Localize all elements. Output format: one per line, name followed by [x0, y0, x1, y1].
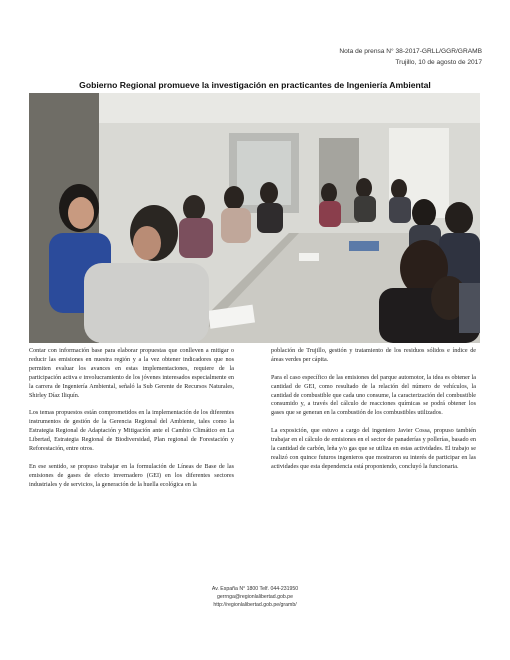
footer-address: Av. España N° 1800 Telf. 044-231950 [211, 586, 299, 592]
place-date: Trujillo, 10 de agosto de 2017 [395, 59, 482, 66]
paragraph: población de Trujillo, gestión y tratamiento de los residuos sólidos e índice de áreas verdes per cápita. [271, 348, 476, 363]
press-note-number: Nota de prensa N° 38-2017-GRLL/GGR/GRAMB [339, 48, 482, 55]
footer-web[interactable]: http://regionlalibertad.gob.pe/gramb/ [213, 602, 297, 608]
paragraph: Para el caso específico de las emisiones del parque automotor, la idea es obtener la cantidad de GEI, como resultado de la relación del número de vehículos, la cantidad de combustible que cada uno consume, la caracterización del combustible consumido y, a través del cálculo de reacciones químicas se podrá obtener los gases que se generan en la combustión de los combustibles utilizados. [271, 374, 476, 417]
paragraph: La exposición, que estuvo a cargo del ingeniero Javier Cossa, propuso también trabajar en el cálculo de emisiones en el sector de panaderías y pollerías, basado en la cantidad de carbón, leña y/o gas que se utiliza en estas actividades. El trabajo se realizó con quince futuros ingenieros que mostraron su interés de participar en las actividades que esta dependencia está proponiendo, concluyó la funcionaria. [271, 428, 476, 470]
footer-email[interactable]: gerrnga@regionlalibertad.gob.pe [217, 594, 293, 600]
paragraph: Los temas propuestos están comprometidos en la implementación de los diferentes instrumentos de gestión de la Gerencia Regional del Ambiente, tales como la Estrategia Regional de Adaptación y Mitigación ante el Cambio Climático en La Libertad, Estrategia Regional de Biodiversidad, Plan regional de Forestación y Reforestación, entre otros. [29, 410, 234, 452]
article-column-left [29, 347, 234, 498]
article-title: Gobierno Regional promueve la investigación en practicantes de Ingeniería Ambiental [79, 80, 431, 90]
meeting-photo-drawing [29, 93, 480, 343]
press-note-header [339, 46, 482, 68]
contact-footer [0, 585, 510, 609]
paragraph: Contar con información base para elaborar propuestas que conlleven a mitigar o reducir las emisiones en nuestra región y a la vez obtener indicadores que nos permiten evaluar los avances en estas implementaciones, requiere de la participación activa e involucramiento de los jóvenes interesados especialmente en la carrera de Ingeniería Ambiental, señaló la Sub Gerente de Recursos Naturales, Shirley Díaz Iliquín. [29, 348, 234, 399]
article-column-right [271, 347, 476, 481]
meeting-photo [29, 93, 480, 343]
paragraph: En ese sentido, se propuso trabajar en la formulación de Líneas de Base de las emisiones de gases de efecto invernadero (GEI) en los diferentes sectores industriales y de servicios, la generación de la huella ecológica en la [29, 463, 234, 488]
